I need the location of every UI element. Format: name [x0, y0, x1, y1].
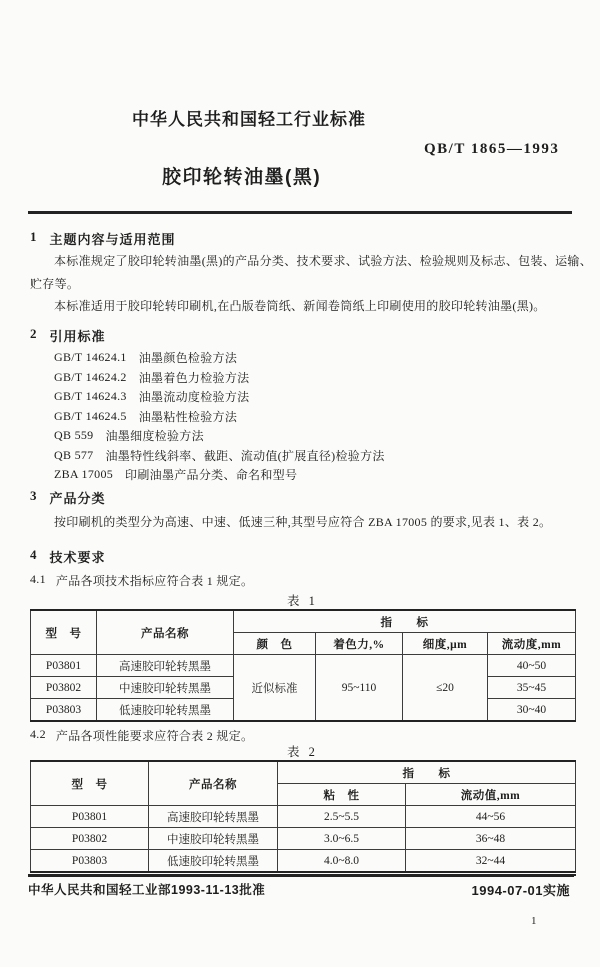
- section-4-1-text: 产品各项技术指标应符合表 1 规定。: [55, 574, 254, 588]
- table-cell-model: P03801: [31, 655, 97, 677]
- table-cell-flow-value: 36~48: [406, 828, 576, 850]
- reference-code: GB/T 14624.5: [54, 408, 127, 423]
- reference-name: 油墨粘性检验方法: [138, 409, 238, 424]
- table-row: [31, 806, 576, 828]
- table-cell-model: P03802: [31, 828, 149, 850]
- table-row: [31, 655, 576, 677]
- section-4-number: 4: [30, 547, 37, 562]
- reference-name: 油墨流动度检验方法: [138, 390, 250, 405]
- table-row: [31, 850, 576, 874]
- table-2-header-product: 产品名称: [149, 761, 278, 806]
- reference-item: [54, 407, 385, 427]
- section-2-title: 引用标准: [49, 329, 106, 344]
- table-1-header-color: 颜 色: [234, 633, 316, 655]
- page-title: 胶印轮转油墨(黑): [162, 167, 322, 188]
- section-2-number: 2: [30, 326, 37, 341]
- table-cell-product: 高速胶印轮转黑墨: [149, 806, 278, 828]
- section-1-number: 1: [30, 229, 37, 244]
- reference-name: 油墨特性线斜率、截距、流动值(扩展直径)检验方法: [105, 448, 385, 463]
- table-2-header-index: 指 标: [278, 761, 576, 784]
- section-4-1-number: 4.1: [30, 572, 46, 586]
- table-cell-product: 高速胶印轮转黑墨: [97, 655, 234, 677]
- reference-code: GB/T 14624.1: [54, 350, 127, 365]
- section-3-number: 3: [30, 488, 37, 503]
- table-cell-model: P03802: [31, 677, 97, 699]
- reference-name: 油墨细度检验方法: [105, 429, 204, 444]
- table-cell-model: P03801: [31, 806, 149, 828]
- section-3-paragraph: 按印刷机的类型分为高速、中速、低速三种,其型号应符合 ZBA 17005 的要求,见表 1、表 2。: [54, 515, 552, 529]
- reference-list: [54, 348, 385, 485]
- table-cell-product: 中速胶印轮转黑墨: [97, 677, 234, 699]
- standard-category: 中华人民共和国轻工行业标准: [132, 110, 366, 129]
- section-4-2-number: 4.2: [30, 727, 46, 741]
- footer-divider: [28, 874, 574, 877]
- table-cell-product: 低速胶印轮转黑墨: [149, 850, 278, 874]
- table-1-header-fluidity: 流动度,mm: [488, 633, 576, 655]
- table-cell-tinting: 95~110: [316, 655, 403, 722]
- standard-number: QB/T 1865—1993: [424, 141, 560, 157]
- table-row: [31, 828, 576, 850]
- table-1-header-fineness: 细度,μm: [403, 633, 488, 655]
- table-cell-color: 近似标准: [234, 655, 316, 722]
- table-cell-model: P03803: [31, 850, 149, 874]
- table-cell-viscosity: 2.5~5.5: [278, 806, 406, 828]
- reference-item: [54, 387, 385, 407]
- table-1-header-index: 指 标: [234, 610, 576, 633]
- header-divider: [28, 211, 572, 214]
- table-2-header-flow-value: 流动值,mm: [406, 784, 576, 806]
- table-2-header-viscosity: 粘 性: [278, 784, 406, 806]
- reference-item: [54, 348, 385, 368]
- reference-name: 印刷油墨产品分类、命名和型号: [125, 468, 298, 483]
- table-cell-product: 低速胶印轮转黑墨: [97, 699, 234, 722]
- table-2-wrap: [30, 760, 576, 876]
- reference-code: QB 577: [54, 447, 94, 462]
- table-cell-product: 中速胶印轮转黑墨: [149, 828, 278, 850]
- reference-code: GB/T 14624.2: [54, 369, 127, 384]
- table-cell-fluidity: 30~40: [488, 699, 576, 722]
- section-3-heading: [30, 488, 106, 507]
- table-cell-model: P03803: [31, 699, 97, 722]
- reference-item: [54, 368, 385, 388]
- section-4-2-text: 产品各项性能要求应符合表 2 规定。: [55, 729, 254, 743]
- approval-note: 中华人民共和国轻工业部1993-11-13批准: [28, 883, 266, 897]
- table-cell-viscosity: 4.0~8.0: [278, 850, 406, 874]
- reference-code: ZBA 17005: [54, 467, 114, 482]
- table-2: [30, 760, 576, 876]
- reference-code: GB/T 14624.3: [54, 389, 127, 404]
- section-2-heading: [30, 326, 106, 345]
- table-2-header-model: 型 号: [31, 761, 149, 806]
- table-1-header-model: 型 号: [31, 610, 97, 655]
- section-4-1-line: [30, 572, 253, 589]
- section-1-paragraph-2: 本标准适用于胶印轮转印刷机,在凸版卷筒纸、新闻卷筒纸上印刷使用的胶印轮转油墨(黑)。: [54, 299, 546, 313]
- section-4-heading: [30, 547, 106, 566]
- section-3-title: 产品分类: [49, 491, 106, 506]
- section-4-title: 技术要求: [49, 550, 106, 565]
- table-cell-flow-value: 32~44: [406, 850, 576, 874]
- reference-item: [54, 426, 385, 446]
- section-1-heading: [30, 229, 176, 248]
- page-number: 1: [531, 915, 537, 927]
- reference-code: QB 559: [54, 428, 94, 443]
- section-1-title: 主题内容与适用范围: [49, 232, 176, 247]
- reference-item: [54, 465, 385, 485]
- table-cell-viscosity: 3.0~6.5: [278, 828, 406, 850]
- table-1-header-tinting: 着色力,%: [316, 633, 403, 655]
- table-cell-fineness: ≤20: [403, 655, 488, 722]
- reference-name: 油墨着色力检验方法: [138, 370, 250, 385]
- reference-name: 油墨颜色检验方法: [138, 351, 238, 366]
- implementation-note: 1994-07-01实施: [471, 883, 570, 898]
- table-cell-fluidity: 40~50: [488, 655, 576, 677]
- reference-item: [54, 446, 385, 466]
- table-2-caption: 表 2: [287, 745, 318, 759]
- table-1-header-product: 产品名称: [97, 610, 234, 655]
- section-1-paragraph-1: 本标准规定了胶印轮转油墨(黑)的产品分类、技术要求、试验方法、检验规则及标志、包装、运输、贮存等。: [30, 254, 592, 291]
- table-1: [30, 609, 576, 722]
- table-cell-fluidity: 35~45: [488, 677, 576, 699]
- table-1-caption: 表 1: [287, 594, 318, 608]
- table-cell-flow-value: 44~56: [406, 806, 576, 828]
- table-1-wrap: [30, 609, 576, 722]
